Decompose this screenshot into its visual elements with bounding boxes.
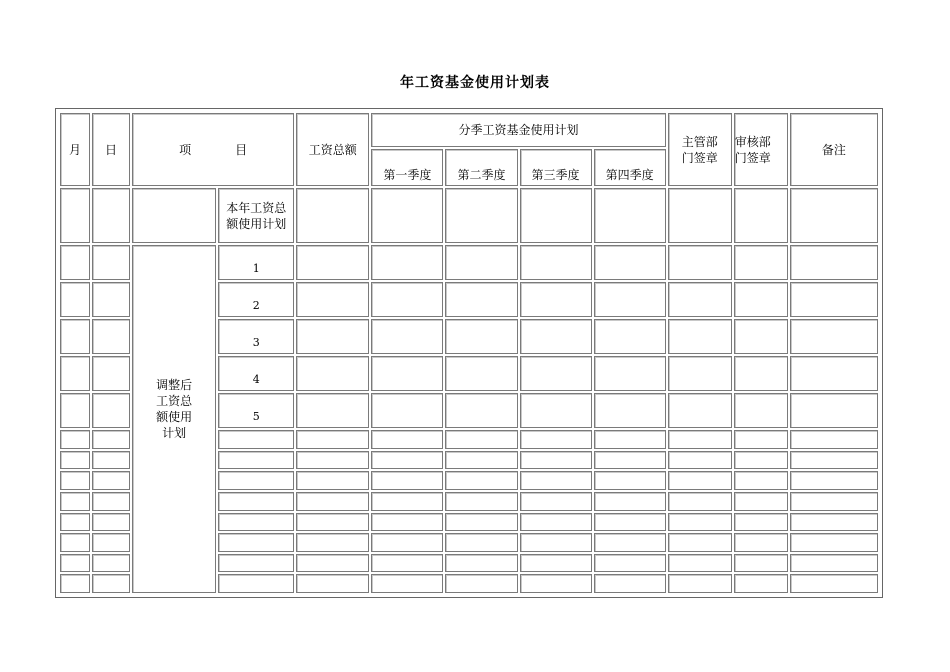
header-q1: 第一季度 [371, 149, 443, 186]
cell-empty [790, 188, 878, 243]
row-number-1: 1 [218, 245, 294, 280]
page-title: 年工资基金使用计划表 [400, 75, 550, 91]
cell-empty [92, 188, 130, 243]
header-review-sign-line1: 审核部 [734, 134, 771, 149]
adjusted-line4: 计划 [162, 425, 187, 440]
header-item-b: 目 [235, 142, 248, 157]
cell-empty [668, 188, 732, 243]
header-dept-sign-line1: 主管部 [681, 134, 718, 149]
header-item-a: 项 [179, 142, 192, 157]
header-remarks: 备注 [790, 113, 878, 186]
header-q4: 第四季度 [594, 149, 666, 186]
header-item [132, 113, 294, 186]
header-q3: 第三季度 [520, 149, 592, 186]
header-review-sign-line2: 门签章 [734, 150, 771, 165]
annual-plan-line2: 额使用计划 [226, 216, 287, 231]
cell-empty [132, 188, 216, 243]
adjusted-line1: 调整后 [156, 377, 193, 392]
header-total: 工资总额 [296, 113, 369, 186]
header-q2: 第二季度 [445, 149, 517, 186]
annual-plan-label [218, 188, 294, 243]
cell-empty [734, 188, 788, 243]
row-number-4: 4 [218, 356, 294, 391]
cell-empty [445, 188, 517, 243]
cell-empty [371, 188, 443, 243]
plan-table-frame [55, 108, 883, 598]
header-day: 日 [92, 113, 130, 186]
adjusted-plan-label [132, 245, 216, 593]
header-dept-sign-line2: 门签章 [681, 150, 718, 165]
cell-empty [60, 188, 90, 243]
header-review-sign [734, 113, 788, 186]
annual-plan-line1: 本年工资总 [226, 200, 287, 215]
table-row [60, 245, 878, 280]
cell-empty [520, 188, 592, 243]
row-number-3: 3 [218, 319, 294, 354]
row-number-5: 5 [218, 393, 294, 428]
cell-empty [594, 188, 666, 243]
header-month: 月 [60, 113, 90, 186]
header-quarterly-group: 分季工资基金使用计划 [371, 113, 665, 147]
header-dept-sign [668, 113, 732, 186]
cell-empty [296, 188, 369, 243]
row-number-2: 2 [218, 282, 294, 317]
adjusted-line3: 额使用 [156, 409, 193, 424]
adjusted-line2: 工资总 [156, 393, 193, 408]
plan-table [58, 111, 880, 595]
